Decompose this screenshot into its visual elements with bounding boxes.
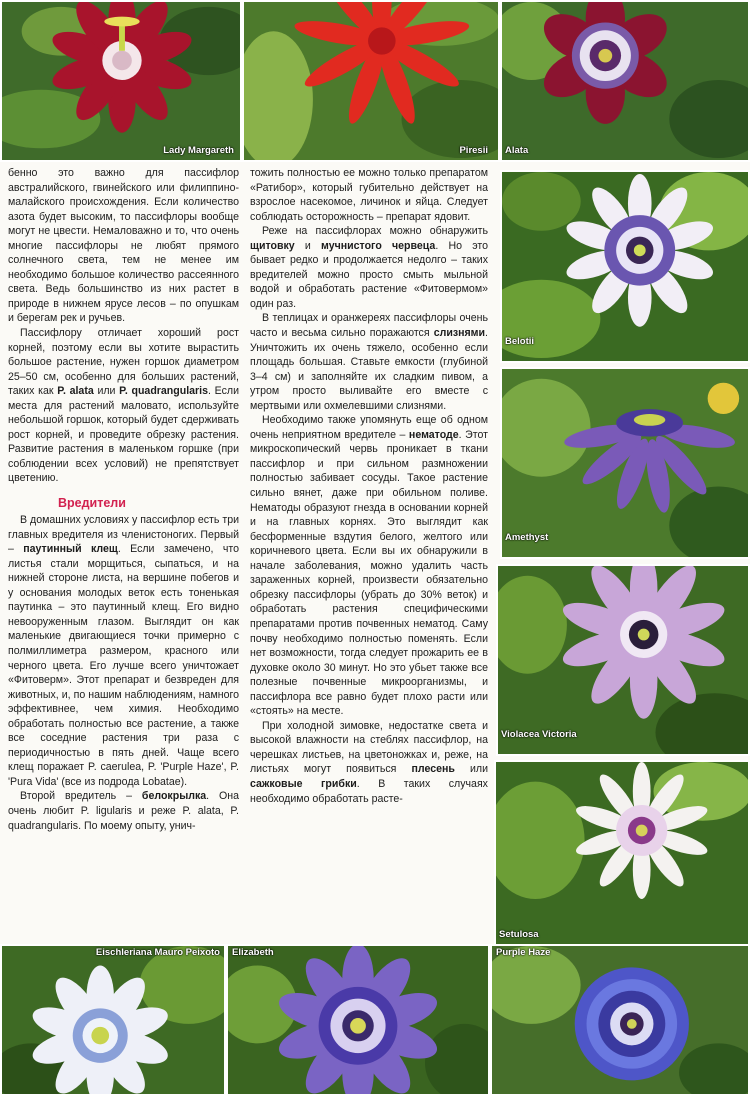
paragraph: Необходимо также упомянуть еще об одном очень неприятном вредителе – нематоде. Этот микроскопический червь проникает в ткани пассифлор и при сильном размножении полностью забивает сосуды. Такое растение сильно вянет, даже при обильном поливе. Нематоды образуют гнезда в основании корней и на главных корнях. Это выглядит как бесформенные вздутия белого, желтого или коричневого цвета. Если вы их обнаружили в начале заболевания, можно удалить часть зараженных корней, произвести обязательно обрезку пассифлоры (убрать до 30% веток) и обработать растения специфическими препаратами против почвенных нематод. Саму почву необходимо полностью поменять. Если нет возможности, тогда следует прожарить ее в духовке около 30 минут. Но это убьет также все полезные почвенные микроорганизмы, и пассифлора все равно будет плохо расти или «стоять» на месте. bbox=[250, 414, 488, 718]
paragraph: В домашних условиях у пассифлор есть три главных вредителя из членистоногих. Первый – паутинный клещ. Если замечено, что листья стали морщиться, сыпаться, и на нижней стороне листа, на вершине побегов и у основания молодых веток есть тоненькая паутинка – это паутинный клещ. Его видно невооруженным глазом. Выглядит он как маленькие двигающиеся точки примерно с полмиллиметра размером, красного или черного цвета. Его лучше всего уничтожает «Фитоверм». Этот препарат и безвреден для животных, и, по нашим наблюдениям, намного эффективнее, чем химия. Необходимо обработать полностью все растение, а также все соседние растения три раза с периодичностью в пять дней. Чаще всего клещ поражает P. caerulea, P. 'Purple Haze', P. 'Pura Vida' (все из подрода Lobatae). bbox=[8, 514, 240, 788]
paragraph: Пассифлору отличает хороший рост корней, поэтому если вы хотите вырастить большое растение, нужен горшок диаметром 25–50 см, особенно для больших растений, таких как P. alata или P. quadrangularis. Если места для растений маловато, используйте небольшой горшок, который будет сдерживать рост корней, и проведите обрезку растения. Развитие растения в маленьком горшке (при соблюдении всех условий) не препятствует цветению. bbox=[8, 327, 239, 485]
caption-amethyst: Amethyst bbox=[505, 532, 549, 543]
photo-alata bbox=[500, 0, 750, 162]
photo-setulosa bbox=[494, 760, 750, 946]
paragraph: Реже на пассифлорах можно обнаружить щитовку и мучнистого червеца. Но это бывает редко и продолжается недолго – таких вредителей можно просто смыть мыльной водой и обработать растение «Фитовермом» один раз. bbox=[250, 225, 489, 310]
paragraph: тожить полностью ее можно только препаратом «Ратибор», который губительно действует на взрослое насекомое, личинок и яйца. Следует соблюдать осторожность – препарат ядовит. bbox=[250, 167, 488, 223]
paragraph: При холодной зимовке, недостатке света и высокой влажности на стеблях пассифлор, на черешках листьев, на цветоножках и, реже, на листьях могут появиться плесень или сажковые грибки. В таких случаях необходимо обработать расте- bbox=[250, 719, 488, 805]
section-heading: Вредители bbox=[58, 496, 126, 511]
photo-violacea-victoria bbox=[496, 564, 750, 756]
photo-amethyst bbox=[500, 367, 750, 559]
caption-piresii: Piresii bbox=[459, 145, 488, 156]
photo-purple-haze bbox=[490, 944, 750, 1096]
paragraph: Второй вредитель – белокрылка. Она очень любит P. ligularis и реже P. alata, P. quadrangularis. По моему опыту, унич- bbox=[8, 790, 240, 832]
photo-elizabeth bbox=[226, 944, 490, 1096]
caption-purple-haze: Purple Haze bbox=[496, 947, 551, 958]
caption-belotii: Belotii bbox=[505, 336, 535, 347]
caption-lady-margareth: Lady Margareth bbox=[163, 145, 234, 156]
paragraph: бенно это важно для пассифлор австралийского, гвинейского или филиппино-малайского происхождения. Если количество азота будет высоким, то пассифлоры вообще могут не цвести. Немаловажно и то, что очень многие пассифлоры не любят прямого солнечного света, тем не менее им необходимо большое количество рассеянного света. Ведь большинство из них растет в природе в нижнем ярусе лесов – по опушкам и берегам рек и ручьев. bbox=[8, 167, 239, 325]
photo-belotii bbox=[500, 170, 750, 363]
caption-elizabeth: Elizabeth bbox=[232, 947, 274, 958]
paragraph: В теплицах и оранжереях пассифлоры очень часто и весьма сильно поражаются слизнями. Уничтожить их очень тяжело, особенно если площадь большая. Ставьте емкости (глубиной 3–4 см) и заполняйте их сладким пивом, а утром просто выливайте его вместе с мертвыми или охмелевшими слизнями. bbox=[250, 312, 488, 412]
caption-violacea-victoria: Violacea Victoria bbox=[501, 729, 577, 740]
caption-setulosa: Setulosa bbox=[499, 929, 539, 940]
caption-alata: Alata bbox=[505, 145, 529, 156]
photo-piresii bbox=[242, 0, 500, 162]
text-column-2 bbox=[250, 166, 488, 806]
photo-lady-margareth bbox=[0, 0, 242, 162]
text-column-1 bbox=[8, 166, 239, 833]
caption-eischleriana: Eischleriana Mauro Peixoto bbox=[95, 947, 220, 958]
photo-eischleriana bbox=[0, 944, 226, 1096]
